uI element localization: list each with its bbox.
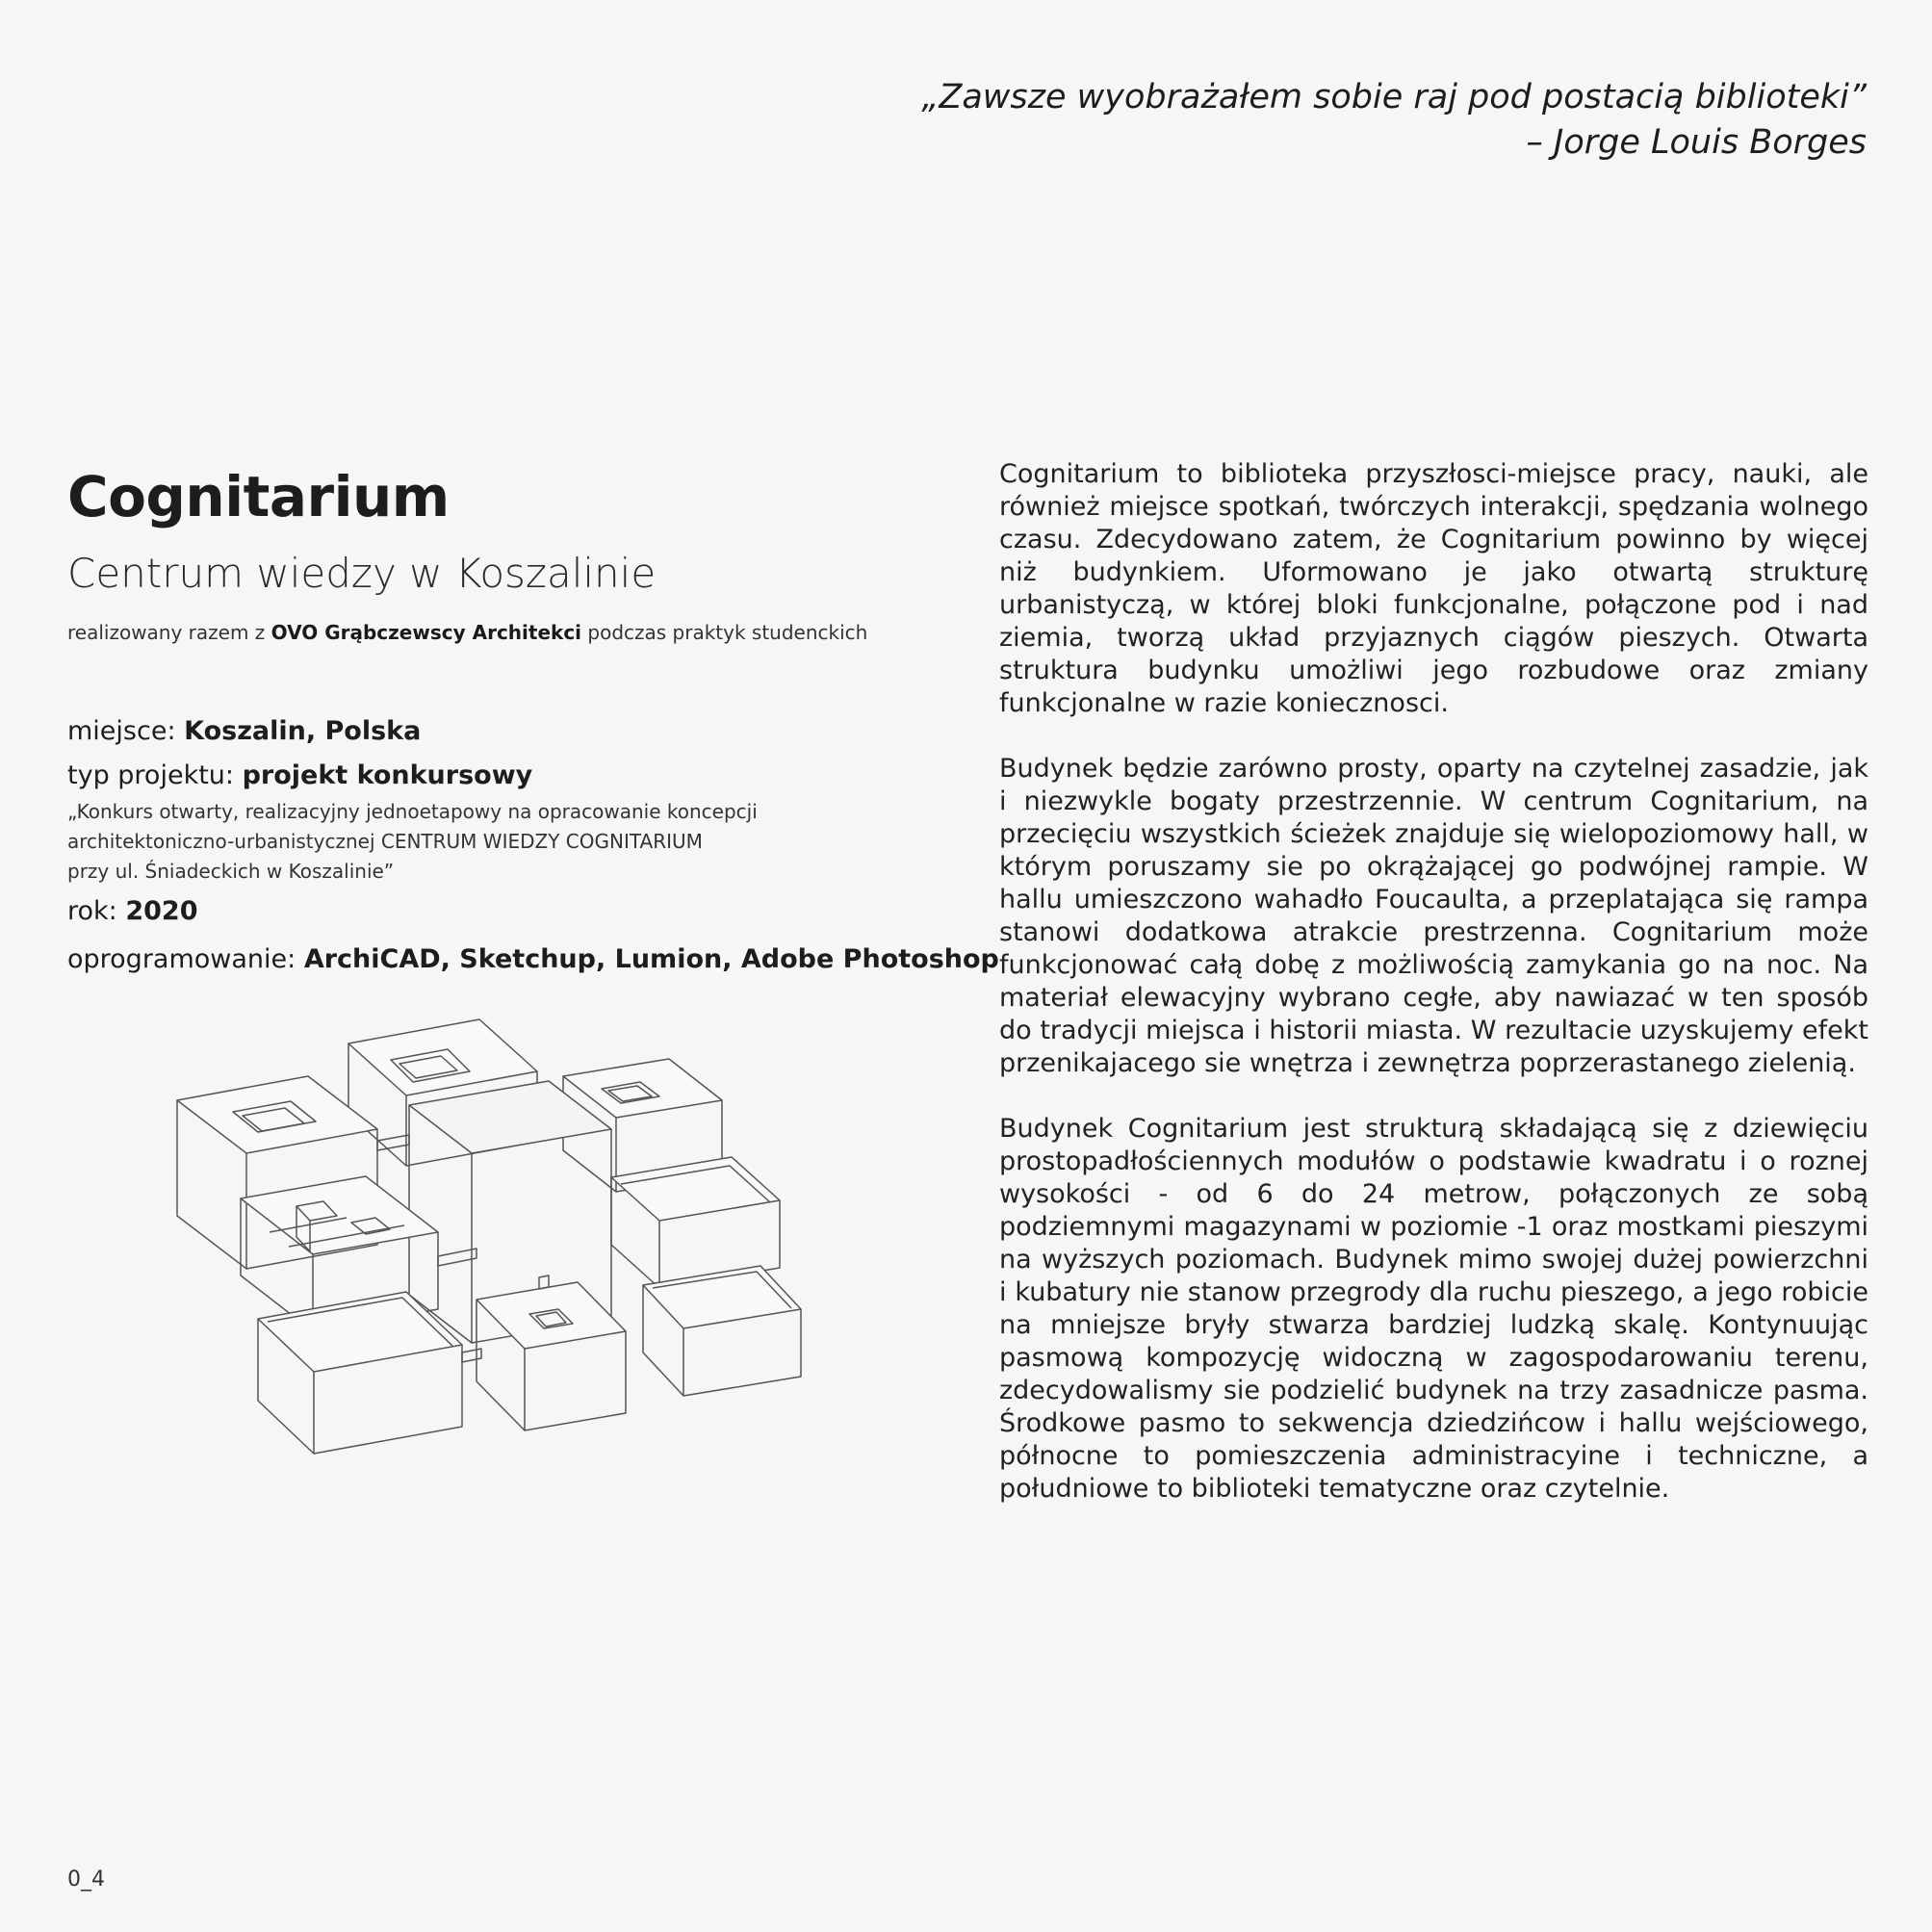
module-front-left [258, 1292, 462, 1454]
collaboration-prefix: realizowany razem z [67, 621, 271, 644]
software-label: oprogramowanie: [67, 944, 304, 974]
type-value: projekt konkursowy [242, 760, 533, 790]
project-title: Cognitarium [67, 464, 450, 529]
contest-line: „Konkurs otwarty, realizacyjny jednoetapowy na opracowanie koncepcji [67, 800, 758, 823]
software-value: ArchiCAD, Sketchup, Lumion, Adobe Photoshop [303, 944, 999, 974]
place-label: miejsce: [67, 716, 185, 746]
year-label: rok: [67, 896, 126, 926]
project-description [999, 458, 1868, 1538]
contest-description [67, 797, 963, 887]
year-value: 2020 [125, 896, 198, 926]
place-value: Koszalin, Polska [184, 716, 422, 746]
project-subtitle: Centrum wiedzy w Koszalinie [67, 550, 657, 597]
description-paragraph: Cognitarium to biblioteka przyszłosci-miejsce pracy, nauki, ale również miejsce spotkań, twórczych interakcji, spędzania wolnego czasu. Zdecydowano zatem, że Cognitarium powinno by więcej niż budynkiem. Uformowano je jako otwartą strukturę urbanistyczą, w której bloki funkcjonalne, połączone pod i nad ziemia, tworzą układ przyjaznych ciągów pieszych. Otwarta struktura budynku umożliwi jego rozbudowe oraz zmiany funkcjonalne w razie koniecznosci. [999, 459, 1868, 718]
contest-line: przy ul. Śniadeckich w Koszalinie” [67, 860, 395, 883]
collaboration-firm: OVO Grąbczewscy Architekci [270, 621, 582, 644]
quote-author: – Jorge Louis Borges [1526, 123, 1867, 162]
epigraph-quote [808, 75, 1867, 166]
collaboration-suffix: podczas praktyk studenckich [581, 621, 868, 644]
module-front-right [643, 1266, 801, 1396]
description-paragraph: Budynek będzie zarówno prosty, oparty na czytelnej zasadzie, jak i niezwykle bogaty przestrzennie. W centrum Cognitarium, na przecięciu wszystkich ścieżek znajduje się wielopoziomowy hall, w którym poruszamy sie po okrążającej go podwójnej rampie. W hallu umieszczono wahadło Foucaulta, a przeplatająca się rampa stanowi dodatkowa atrakcie prestrzenna. Cognitarium może funkcjonować całą dobę z możliwością zamykania go na noc. Na materiał elewacyjny wybrano cegłe, aby nawiazać w ten sposób do tradycji miejsca i historii miasta. W rezultacie uzyskujemy efekt przenikajacego sie wnętrza i zewnętrza poprzerastanego zielenią. [999, 754, 1868, 1078]
meta-software [67, 942, 999, 977]
page-number: 0_4 [67, 1868, 105, 1892]
meta-year [67, 894, 963, 929]
quote-text: „Zawsze wyobrażałem sobie raj pod postacią biblioteki” [921, 78, 1867, 116]
type-label: typ projektu: [67, 760, 243, 790]
module-front-center [477, 1282, 626, 1430]
description-paragraph: Budynek Cognitarium jest strukturą składającą się z dziewięciu prostopadłościennych modułów o podstawie kwadratu i o roznej wysokości - od 6 do 24 metrow, połączonych ze sobą podziemnymi magazynami w poziomie -1 oraz mostkami pieszymi na wyższych poziomach. Budynek mimo swojej dużej powierzchni i kubatury nie stanow przegrody dla ruchu pieszego, a jego robicie na mniejsze bryły stwarza bardziej ludzką skalę. Kontynuując pasmową kompozycję widoczną w zagospodarowaniu terenu, zdecydowalismy sie podzielić budynek na trzy zasadnicze pasma. Środkowe pasmo to sekwencja dziedzińcow i hallu wejściowego, północne to pomieszczenia administracyine i techniczne, a południowe to biblioteki tematyczne oraz czytelnie. [999, 1114, 1868, 1504]
meta-place [67, 714, 963, 749]
building-axonometric-sketch [154, 1006, 886, 1468]
project-info [67, 462, 999, 977]
meta-type [67, 759, 963, 793]
collaboration-note [67, 618, 963, 647]
contest-line: architektoniczno-urbanistycznej CENTRUM WIEDZY COGNITARIUM [67, 830, 703, 853]
